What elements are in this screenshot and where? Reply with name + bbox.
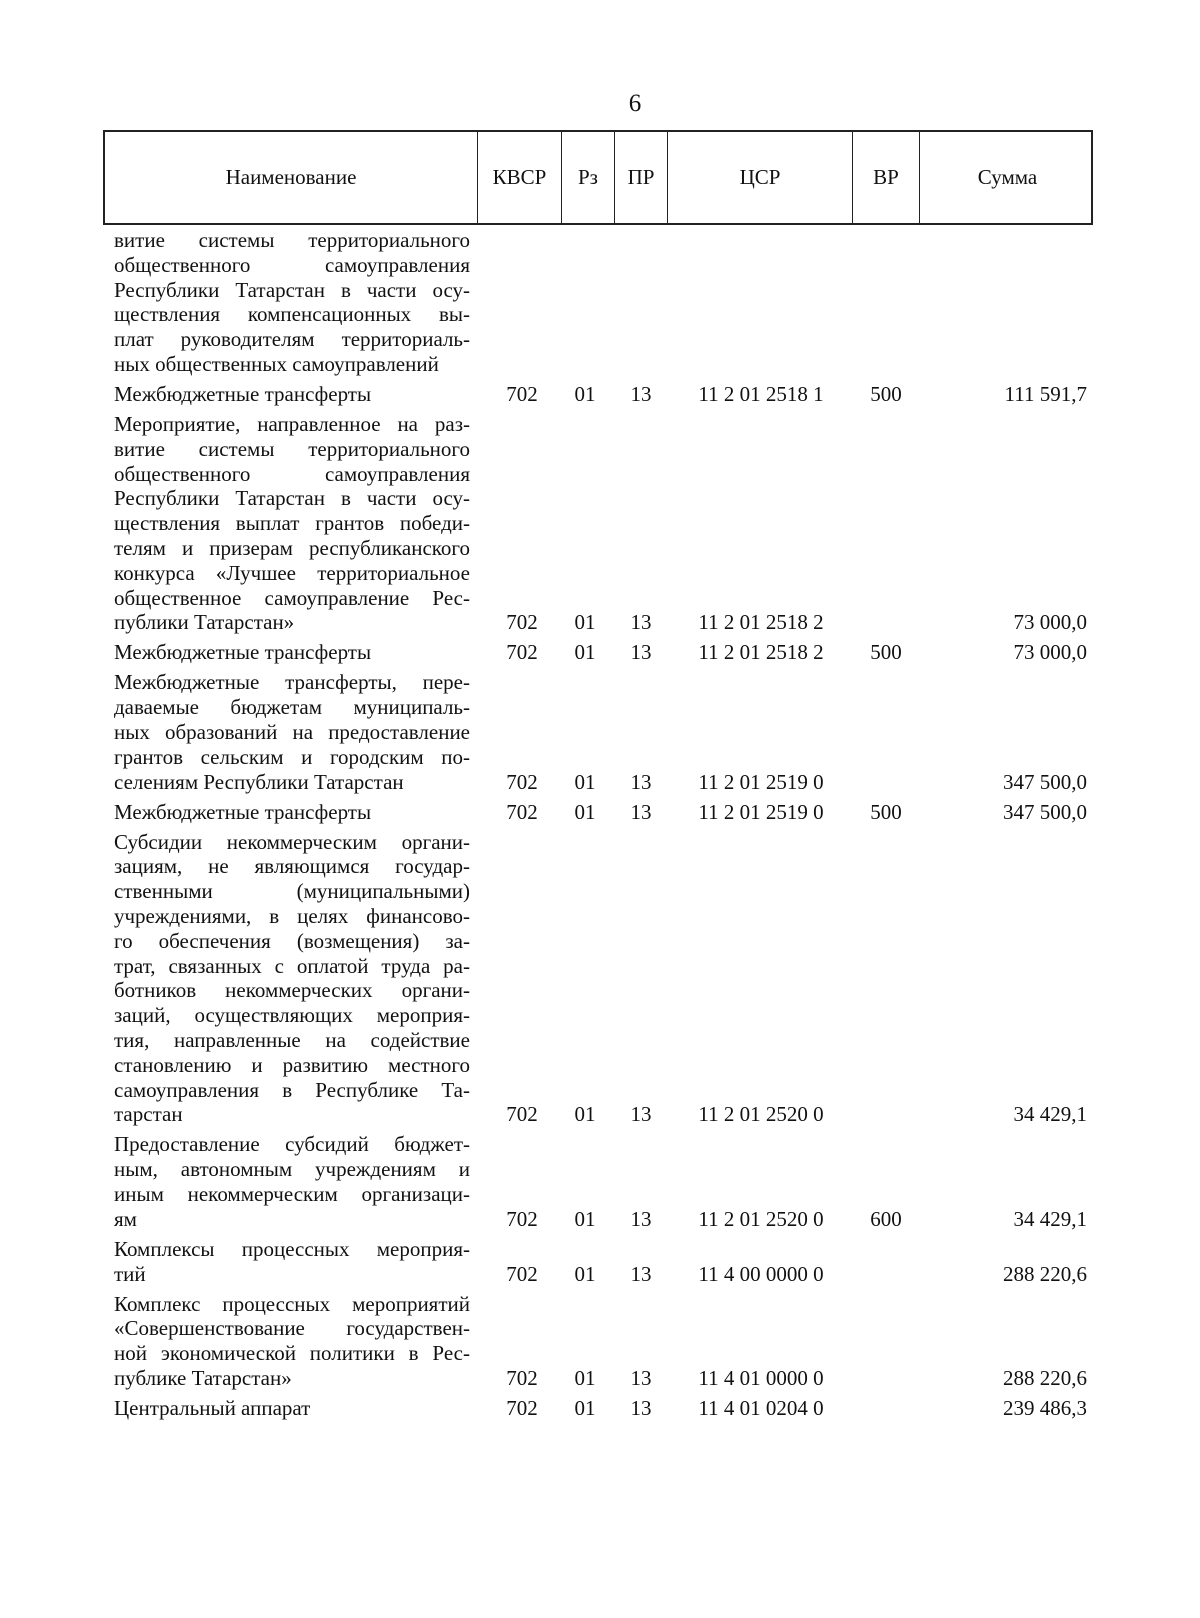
cell-csr: 11 4 01 0204 0 [698, 1396, 824, 1420]
cell-kvsr: 702 [506, 640, 538, 665]
cell-vr: 500 [870, 640, 902, 665]
row-name-line: становлению и развитию местного [114, 1052, 470, 1077]
row-name-line: го обеспечения (возмещения) за- [114, 928, 470, 953]
cell-pr: 13 [630, 1206, 652, 1231]
row-name [114, 1132, 470, 1231]
row-name [114, 640, 470, 665]
row-name-line: витие системы территориального [114, 436, 470, 461]
row-name-line: ственными (муниципальными) [114, 879, 470, 904]
cell-rz: 01 [574, 1365, 596, 1390]
cell-csr: 11 2 01 2520 0 [698, 1206, 824, 1231]
cell-rz: 01 [574, 610, 596, 635]
cell-kvsr: 702 [506, 610, 538, 635]
header-pr: ПР [615, 132, 668, 223]
cell-csr: 11 2 01 2518 1 [698, 382, 824, 406]
row-name-line: тарстан [114, 1102, 183, 1127]
table-row [0, 830, 1200, 1128]
cell-csr: 11 4 00 0000 0 [698, 1261, 824, 1286]
cell-pr: 13 [630, 1102, 652, 1127]
cell-pr: 13 [630, 799, 652, 824]
row-name [114, 1396, 470, 1421]
cell-pr: 13 [630, 1365, 652, 1390]
row-name-line: ным, автономным учреждениям и [114, 1157, 470, 1182]
row-name-line: даваемые бюджетам муниципаль- [114, 695, 470, 720]
row-name-line: грантов сельским и городским по- [114, 744, 470, 769]
cell-csr: 11 2 01 2518 2 [698, 610, 824, 635]
cell-sum: 34 429,1 [1013, 1102, 1087, 1127]
header-kvsr: КВСР [478, 132, 562, 223]
cell-vr: 600 [870, 1206, 902, 1231]
row-name-line: общественное самоуправление Рес- [114, 585, 470, 610]
table-row [0, 1292, 1200, 1391]
row-name-line: Республики Татарстан в части осу- [114, 486, 470, 511]
cell-pr: 13 [630, 640, 652, 665]
row-name-line: общественного самоуправления [114, 252, 470, 277]
cell-rz: 01 [574, 799, 596, 824]
cell-csr: 11 2 01 2519 0 [698, 799, 824, 824]
row-name-line: Центральный аппарат [114, 1396, 311, 1420]
row-name-line: Комплексы процессных мероприя- [114, 1236, 470, 1261]
cell-rz: 01 [574, 1102, 596, 1127]
table-row [0, 800, 1200, 825]
row-name-line: учреждениями, в целях финансово- [114, 903, 470, 928]
cell-csr: 11 2 01 2519 0 [698, 769, 824, 794]
row-name [114, 800, 470, 825]
cell-kvsr: 702 [506, 1396, 538, 1420]
cell-sum: 34 429,1 [1013, 1206, 1087, 1231]
row-name-line: витие системы территориального [114, 228, 470, 252]
header-csr: ЦСР [668, 132, 853, 223]
row-name-line: общественного самоуправления [114, 461, 470, 486]
cell-vr: 500 [870, 799, 902, 824]
row-name-line: конкурса «Лучшее территориальное [114, 560, 470, 585]
table-row [0, 1396, 1200, 1421]
row-name-line: плат руководителям территориаль- [114, 327, 470, 352]
cell-pr: 13 [630, 610, 652, 635]
row-name-line: трат, связанных с оплатой труда ра- [114, 953, 470, 978]
cell-csr: 11 2 01 2520 0 [698, 1102, 824, 1127]
row-name-line: ботников некоммерческих органи- [114, 978, 470, 1003]
row-name-line: публике Татарстан» [114, 1365, 292, 1390]
row-name-line: публики Татарстан» [114, 610, 295, 635]
header-name: Наименование [105, 132, 478, 223]
cell-rz: 01 [574, 1396, 596, 1420]
row-name-line: Комплекс процессных мероприятий [114, 1291, 470, 1316]
cell-rz: 01 [574, 1206, 596, 1231]
row-name [114, 228, 470, 377]
cell-kvsr: 702 [506, 769, 538, 794]
row-name-line: тия, направленные на содействие [114, 1027, 470, 1052]
row-name [114, 830, 470, 1128]
cell-sum: 111 591,7 [1004, 382, 1087, 406]
row-name-line: Межбюджетные трансферты [114, 799, 372, 824]
row-name [114, 670, 470, 794]
header-rz: Рз [562, 132, 615, 223]
cell-pr: 13 [630, 1261, 652, 1286]
page-number: 6 [628, 90, 642, 117]
cell-sum: 288 220,6 [1003, 1365, 1087, 1390]
cell-sum: 73 000,0 [1013, 610, 1087, 635]
cell-kvsr: 702 [506, 1206, 538, 1231]
cell-kvsr: 702 [506, 1365, 538, 1390]
header-vr: ВР [853, 132, 920, 223]
row-name-line: тий [114, 1261, 146, 1286]
table-row [0, 640, 1200, 665]
row-name-line: ществления компенсационных вы- [114, 302, 470, 327]
row-name-line: ям [114, 1206, 137, 1231]
cell-csr: 11 4 01 0000 0 [698, 1365, 824, 1390]
table-row [0, 670, 1200, 794]
row-name-line: ных образований на предоставление [114, 719, 470, 744]
cell-pr: 13 [630, 382, 652, 406]
cell-sum: 347 500,0 [1003, 769, 1087, 794]
table-row [0, 1237, 1200, 1287]
row-name-line: Межбюджетные трансферты, пере- [114, 670, 470, 695]
row-name-line: иным некоммерческим организаци- [114, 1181, 470, 1206]
cell-sum: 73 000,0 [1013, 640, 1087, 665]
cell-rz: 01 [574, 382, 596, 406]
table-row [0, 1132, 1200, 1231]
row-name-line: ной экономической политики в Рес- [114, 1341, 470, 1366]
row-name-line: Межбюджетные трансферты [114, 640, 372, 665]
cell-csr: 11 2 01 2518 2 [698, 640, 824, 665]
cell-pr: 13 [630, 769, 652, 794]
cell-rz: 01 [574, 769, 596, 794]
header-sum: Сумма [977, 165, 1038, 189]
row-name-line: селениям Республики Татарстан [114, 769, 404, 794]
cell-vr: 500 [870, 382, 902, 406]
row-name-line: самоуправления в Республике Та- [114, 1077, 470, 1102]
row-name-line: «Совершенствование государствен- [114, 1316, 470, 1341]
table-header [103, 130, 1093, 225]
cell-pr: 13 [630, 1396, 652, 1420]
row-name [114, 382, 470, 407]
cell-rz: 01 [574, 640, 596, 665]
row-name-line: зациям, не являющимся государ- [114, 854, 470, 879]
row-name-line: ных общественных самоуправлений [114, 351, 439, 376]
cell-kvsr: 702 [506, 1261, 538, 1286]
row-name-line: Республики Татарстан в части осу- [114, 277, 470, 302]
row-name-line: Предоставление субсидий бюджет- [114, 1132, 470, 1157]
row-name [114, 1292, 470, 1391]
table-row [0, 382, 1200, 407]
cell-kvsr: 702 [506, 799, 538, 824]
cell-sum: 288 220,6 [1003, 1261, 1087, 1286]
cell-kvsr: 702 [506, 1102, 538, 1127]
row-name-line: телям и призерам республиканского [114, 535, 470, 560]
cell-rz: 01 [574, 1261, 596, 1286]
row-name [114, 1237, 470, 1287]
cell-kvsr: 702 [506, 382, 538, 406]
row-name-line: Межбюджетные трансферты [114, 382, 372, 406]
row-name [114, 412, 470, 635]
table-row [0, 412, 1200, 635]
cell-sum: 239 486,3 [1003, 1396, 1087, 1420]
row-name-line: ществления выплат грантов победи- [114, 511, 470, 536]
row-name-line: заций, осуществляющих мероприя- [114, 1003, 470, 1028]
table-row [0, 228, 1200, 377]
row-name-line: Субсидии некоммерческим органи- [114, 829, 470, 854]
row-name-line: Мероприятие, направленное на раз- [114, 412, 470, 436]
cell-sum: 347 500,0 [1003, 799, 1087, 824]
